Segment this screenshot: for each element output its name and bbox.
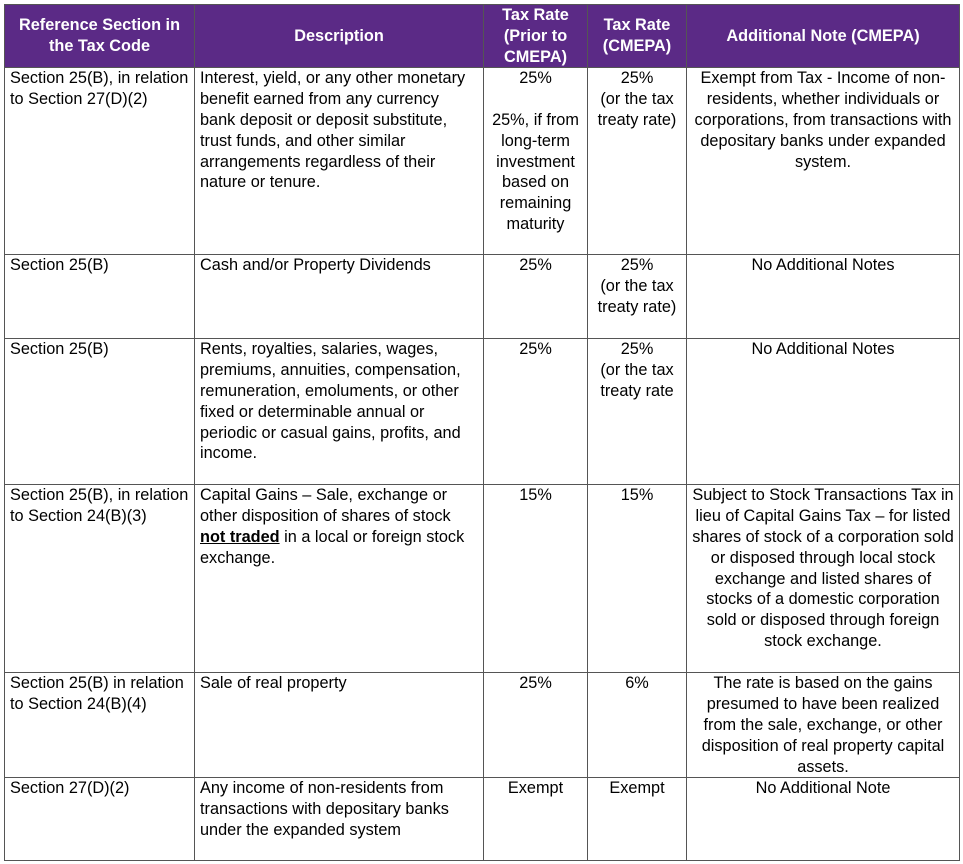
prior-rate-cell: Exempt xyxy=(484,778,588,861)
header-additional-note: Additional Note (CMEPA) xyxy=(687,5,960,68)
prior-rate-cell: 25% xyxy=(484,673,588,778)
reference-cell: Section 27(D)(2) xyxy=(5,778,195,861)
description-text-before: Capital Gains – Sale, exchange or other disposition of shares of stock xyxy=(200,486,451,526)
note-cell: Exempt from Tax - Income of non-residents, whether individuals or corporations, from transactions with depositary banks under expanded system. xyxy=(687,68,960,255)
header-description: Description xyxy=(195,5,484,68)
cmepa-rate-cell: 25% (or the tax treaty rate) xyxy=(588,255,687,339)
reference-cell: Section 25(B) xyxy=(5,255,195,339)
table-row xyxy=(5,778,960,861)
reference-cell: Section 25(B) in relation to Section 24(B)(4) xyxy=(5,673,195,778)
description-cell: Rents, royalties, salaries, wages, premiums, annuities, compensation, remuneration, emoluments, or other fixed or determinable annual or periodic or casual gains, profits, and income. xyxy=(195,339,484,485)
cmepa-rate-cell: 25% (or the tax treaty rate) xyxy=(588,68,687,255)
table-row xyxy=(5,255,960,339)
description-cell: Sale of real property xyxy=(195,673,484,778)
header-tax-rate-prior: Tax Rate (Prior to CMEPA) xyxy=(484,5,588,68)
note-cell: No Additional Notes xyxy=(687,339,960,485)
cmepa-rate-cell: 6% xyxy=(588,673,687,778)
table-header-row xyxy=(5,5,960,68)
cmepa-rate-cell: 25% (or the tax treaty rate xyxy=(588,339,687,485)
cmepa-rate-cell: 15% xyxy=(588,485,687,673)
cmepa-rate-cell: Exempt xyxy=(588,778,687,861)
prior-rate-cell: 25% xyxy=(484,255,588,339)
reference-cell: Section 25(B), in relation to Section 27(D)(2) xyxy=(5,68,195,255)
table-row xyxy=(5,68,960,255)
prior-rate-cell: 15% xyxy=(484,485,588,673)
description-cell: Cash and/or Property Dividends xyxy=(195,255,484,339)
reference-cell: Section 25(B), in relation to Section 24(B)(3) xyxy=(5,485,195,673)
reference-cell: Section 25(B) xyxy=(5,339,195,485)
note-cell: The rate is based on the gains presumed to have been realized from the sale, exchange, or other disposition of real property capital assets. xyxy=(687,673,960,778)
note-cell: No Additional Notes xyxy=(687,255,960,339)
description-text-after: in a local or foreign stock exchange. xyxy=(200,527,465,567)
table-row xyxy=(5,485,960,673)
description-cell xyxy=(195,485,484,673)
note-cell: Subject to Stock Transactions Tax in lieu of Capital Gains Tax – for listed shares of stock of a corporation sold or disposed through local stock exchange and listed shares of stocks of a domestic corporation sold or disposed through foreign stock exchange. xyxy=(687,485,960,673)
header-reference-section: Reference Section in the Tax Code xyxy=(5,5,195,68)
note-cell: No Additional Note xyxy=(687,778,960,861)
prior-rate-extra: 25%, if from long-term investment based on remaining maturity xyxy=(492,110,579,233)
description-cell: Any income of non-residents from transactions with depositary banks under the expanded system xyxy=(195,778,484,861)
not-traded-emphasis: not traded xyxy=(200,527,280,546)
prior-rate-value: 25% xyxy=(519,69,552,88)
header-tax-rate-cmepa: Tax Rate (CMEPA) xyxy=(588,5,687,68)
tax-rate-table xyxy=(4,4,960,861)
table-row xyxy=(5,339,960,485)
prior-rate-cell xyxy=(484,68,588,255)
prior-rate-cell: 25% xyxy=(484,339,588,485)
table-row xyxy=(5,673,960,778)
description-cell: Interest, yield, or any other monetary benefit earned from any currency bank deposit or deposit substitute, trust funds, and other similar arrangements regardless of their nature or tenure. xyxy=(195,68,484,255)
